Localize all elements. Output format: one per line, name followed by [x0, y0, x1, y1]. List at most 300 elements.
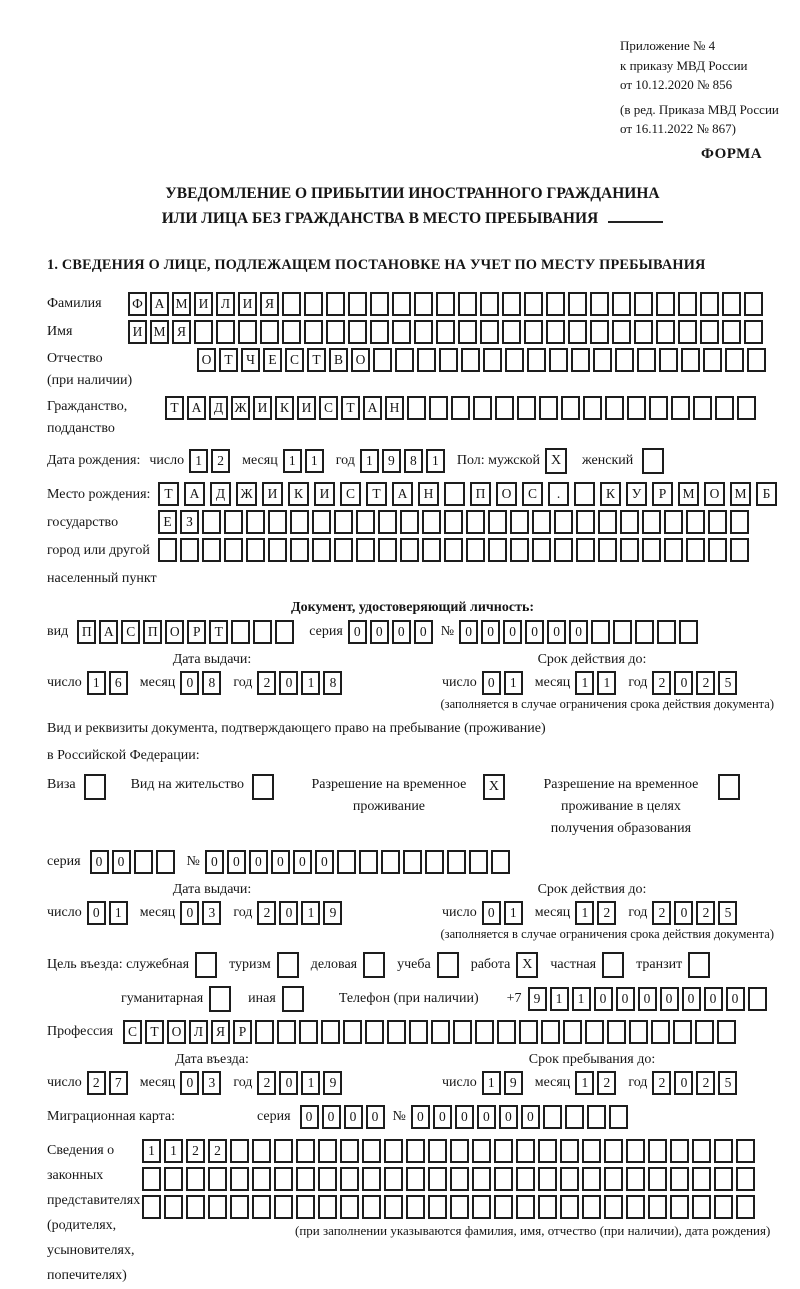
char-cell[interactable] [598, 510, 617, 534]
char-cell[interactable] [591, 620, 610, 644]
char-cell[interactable] [502, 320, 521, 344]
char-cell[interactable] [686, 510, 705, 534]
char-cell[interactable] [582, 1167, 601, 1191]
char-cell[interactable] [574, 482, 595, 506]
char-cell[interactable] [362, 1139, 381, 1163]
char-cell[interactable] [568, 320, 587, 344]
permit-issue-day[interactable] [87, 901, 131, 925]
char-cell[interactable] [612, 320, 631, 344]
char-cell[interactable]: 0 [279, 1071, 298, 1095]
char-cell[interactable]: 0 [547, 620, 566, 644]
char-cell[interactable] [688, 952, 710, 978]
char-cell[interactable]: З [180, 510, 199, 534]
checkbox-private[interactable] [602, 952, 627, 978]
char-cell[interactable] [400, 510, 419, 534]
birth-year-input[interactable] [360, 449, 448, 473]
char-cell[interactable] [134, 850, 153, 874]
char-cell[interactable] [516, 1139, 535, 1163]
char-cell[interactable]: Р [233, 1020, 252, 1044]
char-cell[interactable] [275, 620, 294, 644]
stay-month[interactable] [575, 1071, 619, 1095]
char-cell[interactable]: Л [189, 1020, 208, 1044]
char-cell[interactable]: Я [211, 1020, 230, 1044]
char-cell[interactable]: 0 [271, 850, 290, 874]
char-cell[interactable] [326, 320, 345, 344]
char-cell[interactable] [252, 1167, 271, 1191]
char-cell[interactable] [450, 1139, 469, 1163]
char-cell[interactable] [437, 952, 459, 978]
char-cell[interactable] [439, 348, 458, 372]
char-cell[interactable] [494, 1195, 513, 1219]
char-cell[interactable] [692, 1195, 711, 1219]
char-cell[interactable]: 9 [323, 901, 342, 925]
char-cell[interactable] [543, 1105, 562, 1129]
char-cell[interactable] [290, 510, 309, 534]
char-cell[interactable]: 1 [142, 1139, 161, 1163]
char-cell[interactable] [571, 348, 590, 372]
char-cell[interactable] [670, 1139, 689, 1163]
representatives-row1-input[interactable] [142, 1139, 770, 1163]
char-cell[interactable]: 0 [344, 1105, 363, 1129]
char-cell[interactable]: 5 [718, 1071, 737, 1095]
char-cell[interactable] [296, 1167, 315, 1191]
char-cell[interactable] [422, 538, 441, 562]
char-cell[interactable]: 2 [87, 1071, 106, 1095]
char-cell[interactable]: Т [145, 1020, 164, 1044]
char-cell[interactable]: С [123, 1020, 142, 1044]
char-cell[interactable]: 0 [481, 620, 500, 644]
char-cell[interactable]: 2 [257, 671, 276, 695]
char-cell[interactable] [312, 510, 331, 534]
char-cell[interactable] [693, 396, 712, 420]
char-cell[interactable] [494, 1139, 513, 1163]
char-cell[interactable] [714, 1195, 733, 1219]
char-cell[interactable] [208, 1195, 227, 1219]
char-cell[interactable] [230, 1195, 249, 1219]
char-cell[interactable]: 0 [227, 850, 246, 874]
char-cell[interactable]: М [730, 482, 751, 506]
char-cell[interactable] [384, 1195, 403, 1219]
char-cell[interactable] [561, 396, 580, 420]
char-cell[interactable] [629, 1020, 648, 1044]
char-cell[interactable]: И [194, 292, 213, 316]
char-cell[interactable] [554, 510, 573, 534]
char-cell[interactable] [708, 510, 727, 534]
char-cell[interactable]: 1 [109, 901, 128, 925]
char-cell[interactable]: 0 [366, 1105, 385, 1129]
char-cell[interactable] [692, 1167, 711, 1191]
checkbox-temp-residence-edu[interactable] [718, 774, 743, 800]
char-cell[interactable]: 0 [704, 987, 723, 1011]
char-cell[interactable] [634, 320, 653, 344]
char-cell[interactable]: И [238, 292, 257, 316]
char-cell[interactable] [186, 1167, 205, 1191]
stay-year[interactable] [652, 1071, 740, 1095]
char-cell[interactable]: 1 [164, 1139, 183, 1163]
char-cell[interactable]: О [351, 348, 370, 372]
char-cell[interactable] [590, 292, 609, 316]
char-cell[interactable] [472, 1167, 491, 1191]
char-cell[interactable]: 8 [404, 449, 423, 473]
char-cell[interactable] [648, 1139, 667, 1163]
char-cell[interactable]: Е [158, 510, 177, 534]
char-cell[interactable] [318, 1195, 337, 1219]
char-cell[interactable]: О [167, 1020, 186, 1044]
char-cell[interactable]: Я [172, 320, 191, 344]
char-cell[interactable]: 9 [382, 449, 401, 473]
checkbox-transit[interactable] [688, 952, 713, 978]
char-cell[interactable]: 0 [569, 620, 588, 644]
char-cell[interactable]: 0 [315, 850, 334, 874]
char-cell[interactable] [158, 538, 177, 562]
char-cell[interactable]: 0 [525, 620, 544, 644]
char-cell[interactable] [312, 538, 331, 562]
char-cell[interactable]: А [184, 482, 205, 506]
char-cell[interactable]: 0 [503, 620, 522, 644]
char-cell[interactable] [585, 1020, 604, 1044]
char-cell[interactable] [748, 987, 767, 1011]
char-cell[interactable]: 0 [638, 987, 657, 1011]
doc-series-input[interactable] [348, 620, 436, 644]
char-cell[interactable] [202, 538, 221, 562]
checkbox-official[interactable] [195, 952, 220, 978]
char-cell[interactable] [497, 1020, 516, 1044]
char-cell[interactable] [736, 1167, 755, 1191]
char-cell[interactable]: 5 [718, 901, 737, 925]
char-cell[interactable] [252, 774, 274, 800]
char-cell[interactable] [417, 348, 436, 372]
char-cell[interactable]: А [99, 620, 118, 644]
permit-series-input[interactable] [90, 850, 178, 874]
char-cell[interactable]: М [172, 292, 191, 316]
char-cell[interactable]: 0 [180, 1071, 199, 1095]
char-cell[interactable] [615, 348, 634, 372]
char-cell[interactable] [406, 1139, 425, 1163]
permit-valid-day[interactable] [482, 901, 526, 925]
char-cell[interactable]: И [297, 396, 316, 420]
char-cell[interactable] [708, 538, 727, 562]
char-cell[interactable] [679, 620, 698, 644]
permit-issue-year[interactable] [257, 901, 345, 925]
char-cell[interactable] [657, 620, 676, 644]
char-cell[interactable]: Ч [241, 348, 260, 372]
char-cell[interactable]: 2 [186, 1139, 205, 1163]
char-cell[interactable] [681, 348, 700, 372]
char-cell[interactable] [84, 774, 106, 800]
char-cell[interactable]: И [314, 482, 335, 506]
char-cell[interactable] [444, 510, 463, 534]
char-cell[interactable]: 0 [411, 1105, 430, 1129]
char-cell[interactable]: 0 [414, 620, 433, 644]
char-cell[interactable] [587, 1105, 606, 1129]
char-cell[interactable]: 2 [652, 671, 671, 695]
char-cell[interactable] [436, 320, 455, 344]
char-cell[interactable]: У [626, 482, 647, 506]
char-cell[interactable] [532, 538, 551, 562]
char-cell[interactable] [362, 1195, 381, 1219]
char-cell[interactable] [356, 538, 375, 562]
doc-type-input[interactable] [77, 620, 297, 644]
char-cell[interactable] [656, 292, 675, 316]
char-cell[interactable] [378, 510, 397, 534]
stay-day[interactable] [482, 1071, 526, 1095]
char-cell[interactable] [607, 1020, 626, 1044]
char-cell[interactable] [609, 1105, 628, 1129]
char-cell[interactable] [231, 620, 250, 644]
char-cell[interactable] [648, 1167, 667, 1191]
char-cell[interactable]: 1 [305, 449, 324, 473]
name-input[interactable] [128, 320, 766, 344]
char-cell[interactable] [252, 1195, 271, 1219]
char-cell[interactable] [422, 510, 441, 534]
char-cell[interactable] [321, 1020, 340, 1044]
checkbox-humanitarian[interactable] [209, 986, 234, 1012]
char-cell[interactable] [428, 1139, 447, 1163]
char-cell[interactable] [387, 1020, 406, 1044]
char-cell[interactable] [560, 1167, 579, 1191]
char-cell[interactable] [472, 1139, 491, 1163]
char-cell[interactable]: 0 [499, 1105, 518, 1129]
char-cell[interactable] [670, 1167, 689, 1191]
char-cell[interactable] [378, 538, 397, 562]
char-cell[interactable] [304, 292, 323, 316]
char-cell[interactable] [363, 952, 385, 978]
char-cell[interactable]: Д [209, 396, 228, 420]
char-cell[interactable]: 0 [112, 850, 131, 874]
char-cell[interactable] [703, 348, 722, 372]
char-cell[interactable] [568, 292, 587, 316]
char-cell[interactable]: 0 [433, 1105, 452, 1129]
char-cell[interactable] [431, 1020, 450, 1044]
char-cell[interactable] [582, 1195, 601, 1219]
char-cell[interactable] [747, 348, 766, 372]
char-cell[interactable]: 3 [202, 901, 221, 925]
char-cell[interactable] [164, 1195, 183, 1219]
char-cell[interactable]: С [522, 482, 543, 506]
char-cell[interactable] [447, 850, 466, 874]
char-cell[interactable] [348, 292, 367, 316]
char-cell[interactable] [730, 538, 749, 562]
char-cell[interactable]: Р [652, 482, 673, 506]
char-cell[interactable] [451, 396, 470, 420]
char-cell[interactable]: Т [165, 396, 184, 420]
permit-issue-month[interactable] [180, 901, 224, 925]
birthplace-row1-input[interactable] [158, 482, 782, 506]
char-cell[interactable]: Ж [231, 396, 250, 420]
char-cell[interactable] [318, 1139, 337, 1163]
char-cell[interactable] [466, 538, 485, 562]
char-cell[interactable] [563, 1020, 582, 1044]
char-cell[interactable] [444, 482, 465, 506]
char-cell[interactable] [356, 510, 375, 534]
char-cell[interactable]: 3 [202, 1071, 221, 1095]
char-cell[interactable] [282, 292, 301, 316]
char-cell[interactable]: 0 [392, 620, 411, 644]
char-cell[interactable] [164, 1167, 183, 1191]
char-cell[interactable] [253, 620, 272, 644]
char-cell[interactable] [635, 620, 654, 644]
char-cell[interactable] [461, 348, 480, 372]
char-cell[interactable] [429, 396, 448, 420]
char-cell[interactable]: О [197, 348, 216, 372]
char-cell[interactable]: 0 [674, 901, 693, 925]
char-cell[interactable]: 0 [660, 987, 679, 1011]
char-cell[interactable] [700, 320, 719, 344]
char-cell[interactable] [744, 292, 763, 316]
char-cell[interactable] [505, 348, 524, 372]
checkbox-temp-residence[interactable] [483, 774, 508, 800]
char-cell[interactable] [538, 1195, 557, 1219]
char-cell[interactable]: 2 [257, 1071, 276, 1095]
char-cell[interactable] [370, 292, 389, 316]
char-cell[interactable]: В [329, 348, 348, 372]
char-cell[interactable]: 7 [109, 1071, 128, 1095]
char-cell[interactable]: 1 [504, 671, 523, 695]
char-cell[interactable] [582, 1139, 601, 1163]
char-cell[interactable] [334, 538, 353, 562]
char-cell[interactable] [425, 850, 444, 874]
checkbox-female[interactable] [642, 448, 667, 474]
char-cell[interactable]: 0 [205, 850, 224, 874]
char-cell[interactable]: П [470, 482, 491, 506]
char-cell[interactable] [604, 1167, 623, 1191]
char-cell[interactable] [392, 320, 411, 344]
char-cell[interactable]: С [285, 348, 304, 372]
char-cell[interactable] [626, 1167, 645, 1191]
char-cell[interactable]: 0 [249, 850, 268, 874]
char-cell[interactable] [268, 510, 287, 534]
char-cell[interactable]: М [150, 320, 169, 344]
char-cell[interactable]: 0 [370, 620, 389, 644]
char-cell[interactable] [678, 292, 697, 316]
char-cell[interactable] [274, 1195, 293, 1219]
char-cell[interactable] [409, 1020, 428, 1044]
char-cell[interactable] [469, 850, 488, 874]
char-cell[interactable] [527, 348, 546, 372]
char-cell[interactable]: 1 [550, 987, 569, 1011]
char-cell[interactable] [736, 1195, 755, 1219]
char-cell[interactable]: 8 [323, 671, 342, 695]
char-cell[interactable]: 1 [575, 901, 594, 925]
char-cell[interactable]: А [392, 482, 413, 506]
char-cell[interactable] [538, 1139, 557, 1163]
char-cell[interactable] [714, 1139, 733, 1163]
char-cell[interactable]: Ж [236, 482, 257, 506]
char-cell[interactable] [290, 538, 309, 562]
char-cell[interactable]: 1 [504, 901, 523, 925]
char-cell[interactable]: 0 [87, 901, 106, 925]
char-cell[interactable]: О [165, 620, 184, 644]
char-cell[interactable] [274, 1167, 293, 1191]
char-cell[interactable] [642, 448, 664, 474]
char-cell[interactable]: . [548, 482, 569, 506]
char-cell[interactable] [686, 538, 705, 562]
char-cell[interactable] [613, 620, 632, 644]
char-cell[interactable] [458, 320, 477, 344]
char-cell[interactable] [252, 1139, 271, 1163]
char-cell[interactable] [208, 1167, 227, 1191]
birthplace-row2-input[interactable] [158, 510, 782, 534]
char-cell[interactable] [337, 850, 356, 874]
birthplace-row3-input[interactable] [158, 538, 782, 562]
checkbox-residence-permit[interactable] [252, 774, 277, 800]
char-cell[interactable]: Д [210, 482, 231, 506]
char-cell[interactable] [532, 510, 551, 534]
char-cell[interactable] [384, 1167, 403, 1191]
char-cell[interactable] [296, 1195, 315, 1219]
char-cell[interactable] [384, 1139, 403, 1163]
char-cell[interactable]: 1 [597, 671, 616, 695]
char-cell[interactable]: 0 [279, 671, 298, 695]
char-cell[interactable] [642, 538, 661, 562]
char-cell[interactable]: И [253, 396, 272, 420]
char-cell[interactable] [620, 510, 639, 534]
char-cell[interactable] [343, 1020, 362, 1044]
doc-number-input[interactable] [459, 620, 701, 644]
char-cell[interactable]: К [275, 396, 294, 420]
char-cell[interactable] [620, 538, 639, 562]
char-cell[interactable]: И [128, 320, 147, 344]
char-cell[interactable]: 0 [322, 1105, 341, 1129]
char-cell[interactable]: X [483, 774, 505, 800]
char-cell[interactable] [725, 348, 744, 372]
char-cell[interactable]: 2 [211, 449, 230, 473]
char-cell[interactable]: О [496, 482, 517, 506]
char-cell[interactable]: К [288, 482, 309, 506]
char-cell[interactable] [453, 1020, 472, 1044]
char-cell[interactable] [519, 1020, 538, 1044]
char-cell[interactable] [604, 1195, 623, 1219]
checkbox-tourism[interactable] [277, 952, 302, 978]
char-cell[interactable] [546, 320, 565, 344]
char-cell[interactable]: А [363, 396, 382, 420]
char-cell[interactable] [583, 396, 602, 420]
char-cell[interactable] [392, 292, 411, 316]
char-cell[interactable]: 2 [696, 671, 715, 695]
char-cell[interactable] [444, 538, 463, 562]
char-cell[interactable] [450, 1167, 469, 1191]
char-cell[interactable] [495, 396, 514, 420]
char-cell[interactable]: С [121, 620, 140, 644]
char-cell[interactable]: 0 [674, 671, 693, 695]
char-cell[interactable]: Т [209, 620, 228, 644]
migration-number-input[interactable] [411, 1105, 631, 1129]
char-cell[interactable] [246, 510, 265, 534]
char-cell[interactable] [488, 538, 507, 562]
char-cell[interactable]: 1 [301, 901, 320, 925]
doc-issue-month[interactable] [180, 671, 224, 695]
char-cell[interactable] [209, 986, 231, 1012]
char-cell[interactable] [216, 320, 235, 344]
char-cell[interactable] [494, 1167, 513, 1191]
char-cell[interactable]: О [704, 482, 725, 506]
char-cell[interactable]: 0 [279, 901, 298, 925]
char-cell[interactable]: Т [219, 348, 238, 372]
char-cell[interactable]: 2 [652, 1071, 671, 1095]
char-cell[interactable] [365, 1020, 384, 1044]
char-cell[interactable] [524, 292, 543, 316]
char-cell[interactable] [637, 348, 656, 372]
char-cell[interactable]: 1 [482, 1071, 501, 1095]
char-cell[interactable] [475, 1020, 494, 1044]
doc-issue-year[interactable] [257, 671, 345, 695]
char-cell[interactable] [549, 348, 568, 372]
char-cell[interactable] [541, 1020, 560, 1044]
char-cell[interactable] [202, 510, 221, 534]
char-cell[interactable]: 0 [180, 671, 199, 695]
char-cell[interactable]: 0 [293, 850, 312, 874]
char-cell[interactable]: 9 [504, 1071, 523, 1095]
